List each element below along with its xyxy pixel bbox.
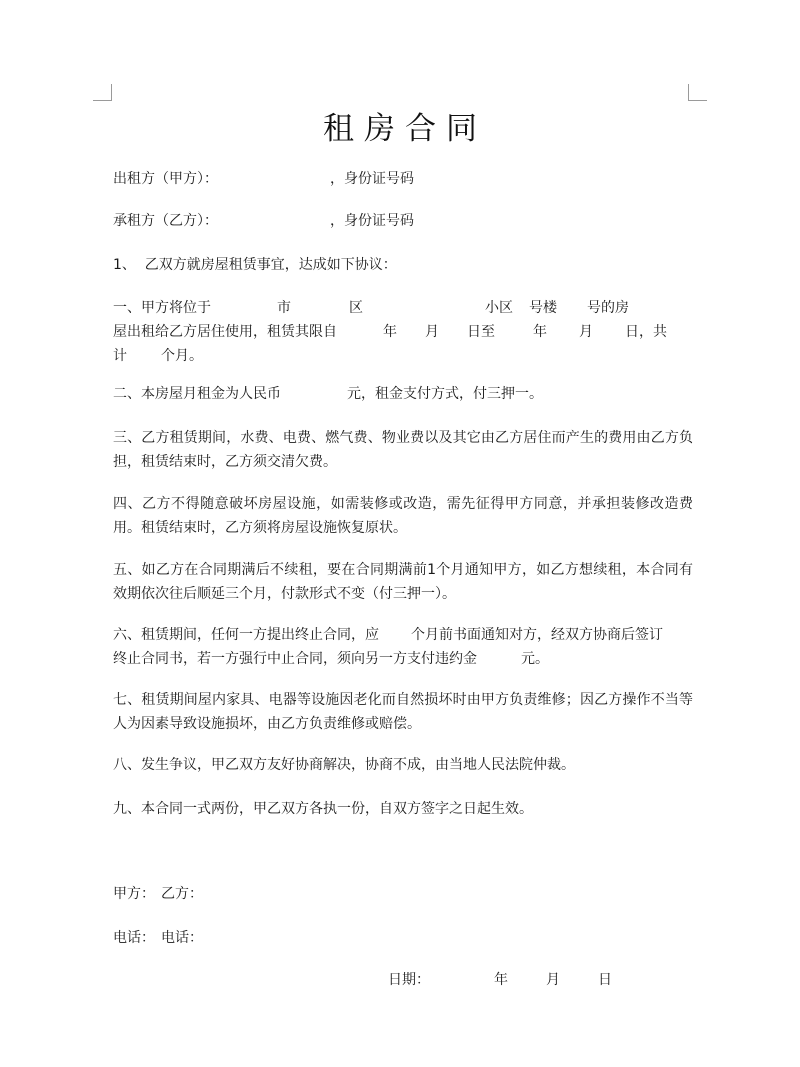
clause-5: 五、如乙方在合同期满后不续租，要在合同期满前1个月通知甲方，如乙方想续租，本合同有效期依次往后顺延三个月，付款形式不变（付三押一）。 (113, 562, 693, 602)
lessor-id-label: ，身份证号码 (330, 171, 414, 187)
party-a-label: 甲方： (113, 886, 155, 902)
clause-1-months: 个月。 (161, 348, 203, 364)
clause-2-text: 二、本房屋月租金为人民币 (113, 386, 281, 402)
clause-6-text-3: 终止合同书，若一方强行中止合同，须向另一方支付违约金 (113, 651, 477, 667)
page-corner-mark-top-left (93, 84, 112, 101)
clause-8: 八、发生争议，甲乙双方友好协商解决，协商不成，由当地人民法院仲裁。 (113, 757, 575, 773)
signature-phone-line (113, 928, 203, 948)
clause-1-district: 区 (349, 300, 363, 316)
clause-1-building: 号楼 (529, 300, 557, 316)
phone-b-label: 电话： (161, 930, 203, 946)
clause-1-month-2: 月 (579, 324, 593, 340)
lessee-id-label: ，身份证号码 (330, 213, 414, 229)
clause-1-text-2: 屋出租给乙方居住使用，租赁其限自 (113, 324, 337, 340)
document-title: 租房合同 (323, 111, 487, 147)
clause-6 (113, 623, 693, 671)
signature-date-line (388, 970, 612, 990)
signature-party-line (113, 884, 203, 904)
clause-1 (113, 296, 693, 368)
page-corner-mark-top-right (688, 84, 707, 101)
clause-6-text: 六、租赁期间，任何一方提出终止合同，应 (113, 627, 379, 643)
date-day: 日 (598, 972, 612, 988)
lessee-label: 承租方（乙方）： (113, 213, 218, 229)
clause-1-month: 月 (425, 324, 439, 340)
clause-1-year-2: 年 (533, 324, 547, 340)
clause-1-day-to: 日至 (467, 324, 495, 340)
date-year: 年 (494, 972, 508, 988)
lessor-line (113, 169, 414, 189)
clause-6-text-2: 个月前书面通知对方，经双方协商后签订 (411, 627, 663, 643)
clause-1-community: 小区 (485, 300, 513, 316)
party-b-label: 乙方： (161, 886, 203, 902)
clause-1-city: 市 (277, 300, 291, 316)
date-month: 月 (546, 972, 560, 988)
intro-line: 1、 乙双方就房屋租赁事宜，达成如下协议： (113, 257, 397, 273)
clause-7: 七、租赁期间屋内家具、电器等设施因老化而自然损坏时由甲方负责维修；因乙方操作不当等人为因素导致设施损坏，由乙方负责维修或赔偿。 (113, 692, 693, 732)
clause-1-text: 一、甲方将位于 (113, 300, 211, 316)
clause-6-text-4: 元。 (521, 651, 549, 667)
clause-9: 九、本合同一式两份，甲乙双方各执一份，自双方签字之日起生效。 (113, 801, 533, 817)
lessor-label: 出租方（甲方）： (113, 171, 218, 187)
date-label: 日期： (388, 972, 430, 988)
clause-1-year: 年 (383, 324, 397, 340)
clause-2-text-2: 元，租金支付方式，付三押一。 (347, 386, 543, 402)
clause-4: 四、乙方不得随意破坏房屋设施，如需装修或改造，需先征得甲方同意，并承担装修改造费用。租赁结束时，乙方须将房屋设施恢复原状。 (113, 496, 693, 536)
phone-a-label: 电话： (113, 930, 155, 946)
clause-1-day-total: 日，共 (625, 324, 667, 340)
clause-3: 三、乙方租赁期间，水费、电费、燃气费、物业费以及其它由乙方居住而产生的费用由乙方负担，租赁结束时，乙方须交清欠费。 (113, 430, 693, 470)
clause-2 (113, 382, 693, 406)
lessee-line (113, 211, 414, 231)
clause-1-total: 计 (113, 348, 127, 364)
clause-1-unit: 号的房 (587, 300, 629, 316)
